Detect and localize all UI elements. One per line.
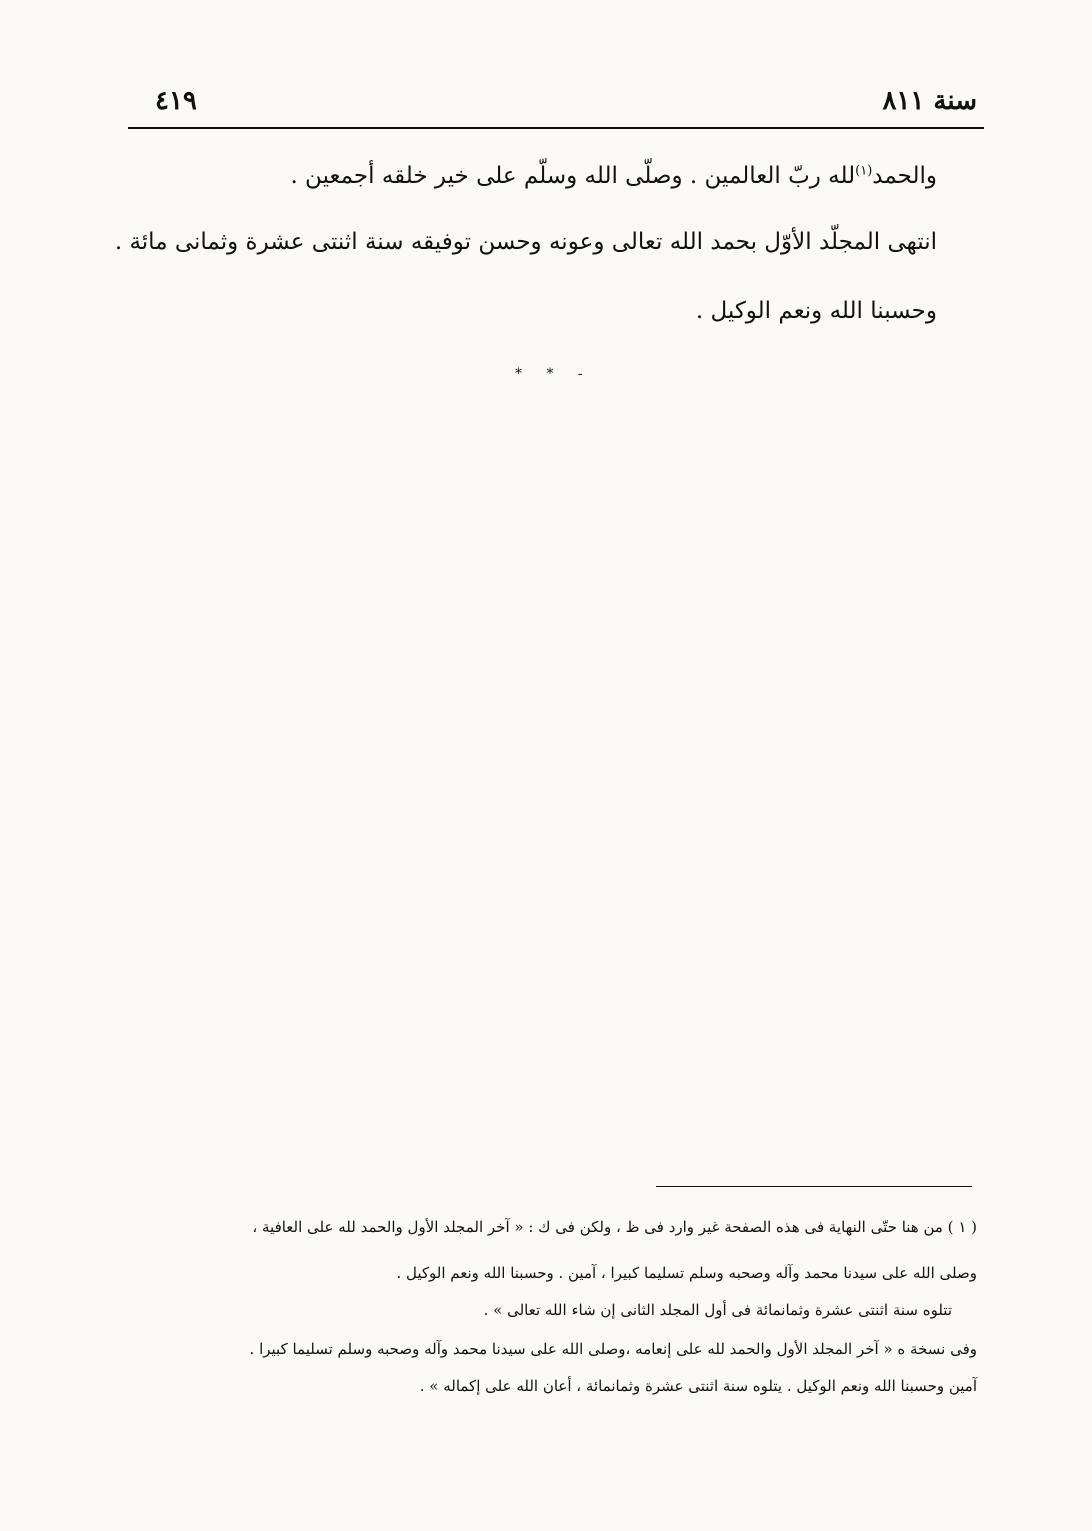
footnote-line-2: وصلى الله على سيدنا محمد وآله وصحبه وسلم تسليما كبيرا ، آمين . وحسبنا الله ونعم الوكيل . xyxy=(396,1264,977,1282)
footnote-line-4: وفى نسخة ه « آخر المجلد الأول والحمد لله على إنعامه ،وصلى الله على سيدنا محمد وآله وصحبه وسلم تسليما كبيرا . xyxy=(249,1340,977,1358)
footnote-line-5: آمين وحسبنا الله ونعم الوكيل . يتلوه سنة اثنتى عشرة وثمانمائة ، أعان الله على إكماله » . xyxy=(419,1377,977,1395)
section-separator: * * - xyxy=(515,366,593,382)
page-number: ٤١٩ xyxy=(155,86,197,116)
header-rule xyxy=(128,127,984,129)
body-line-1-start: والحمد xyxy=(872,163,937,189)
footnote-rule xyxy=(656,1186,972,1187)
body-line-1-end: لله ربّ العالمين . وصلّى الله وسلّم على خير خلقه أجمعين . xyxy=(290,163,856,189)
footnote-line-1: ( ١ ) من هنا حتّى النهاية فى هذه الصفحة غير وارد فى ظ ، ولكن فى ك : « آخر المجلد الأول والحمد لله على العافية ، xyxy=(252,1218,977,1236)
footnote-reference-1: (١) xyxy=(855,163,873,179)
body-line-1 xyxy=(290,163,937,191)
running-header-year: سنة ٨١١ xyxy=(882,86,977,116)
footnote-line-3: تتلوه سنة اثنتى عشرة وثمانمائة فى أول المجلد الثانى إن شاء الله تعالى » . xyxy=(483,1301,952,1319)
body-line-3: وحسبنا الله ونعم الوكيل . xyxy=(695,298,937,324)
body-line-2: انتهى المجلّد الأوّل بحمد الله تعالى وعونه وحسن توفيقه سنة اثنتى عشرة وثمانى مائة . xyxy=(114,229,937,255)
